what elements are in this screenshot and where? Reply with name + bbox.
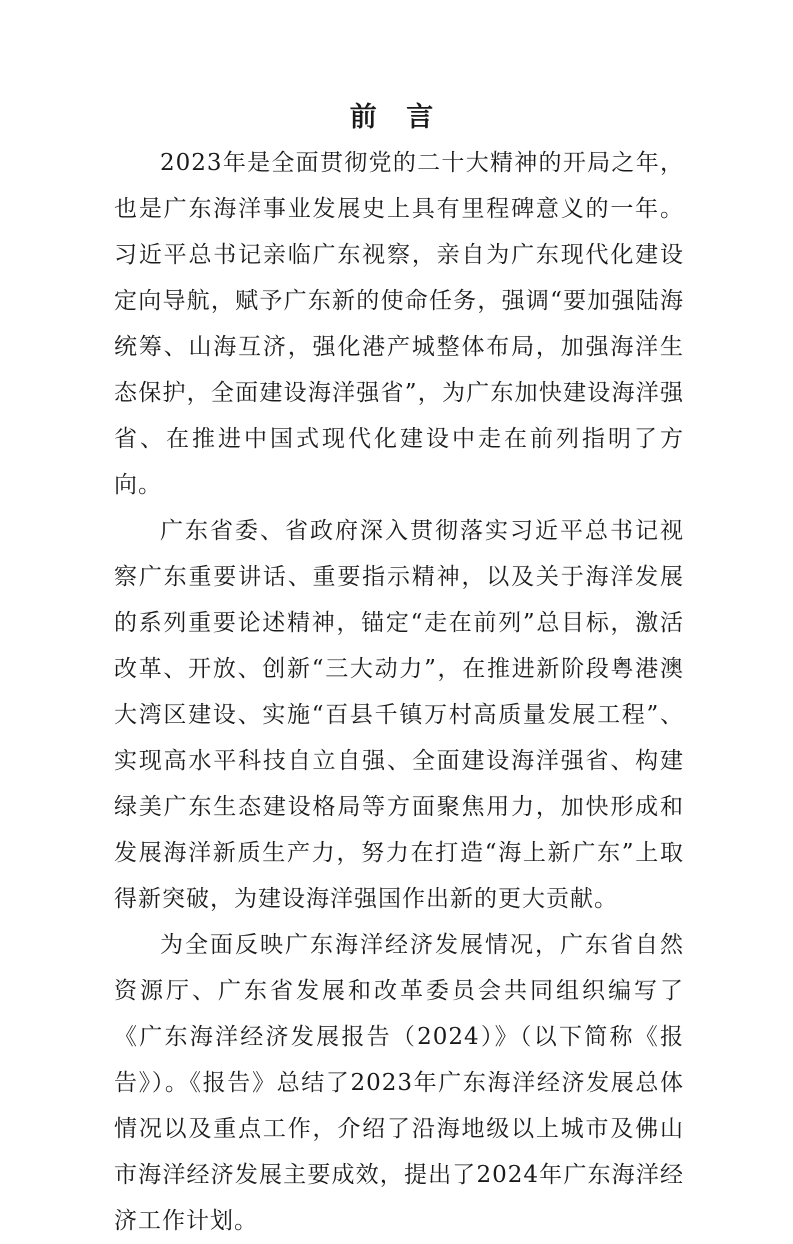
paragraph-3: 为全面反映广东海洋经济发展情况，广东省自然资源厅、广东省发展和改革委员会共同组织编写了《广东海洋经济发展报告（2024）》（以下简称《报告》）。《报告》总结了2023年广东海洋经济发展总体情况以及重点工作，介绍了沿海地级以上城市及佛山市海洋经济发展主要成效，提出了2024年广东海洋经济工作计划。 [114, 932, 684, 1234]
page-title: 前 言 [349, 102, 444, 133]
paragraph-1: 2023年是全面贯彻党的二十大精神的开局之年，也是广东海洋事业发展史上具有里程碑意义的一年。习近平总书记亲临广东视察，亲自为广东现代化建设定向导航，赋予广东新的使命任务，强调“要加强陆海统筹、山海互济，强化港产城整体布局，加强海洋生态保护，全面建设海洋强省”，为广东加快建设海洋强省、在推进中国式现代化建设中走在前列指明了方向。 [114, 150, 684, 498]
preface-body [114, 140, 684, 1244]
paragraph-2: 广东省委、省政府深入贯彻落实习近平总书记视察广东重要讲话、重要指示精神，以及关于海洋发展的系列重要论述精神，锚定“走在前列”总目标，激活改革、开放、创新“三大动力”，在推进新阶段粤港澳大湾区建设、实施“百县千镇万村高质量发展工程”、实现高水平科技自立自强、全面建设海洋强省、构建绿美广东生态建设格局等方面聚焦用力，加快形成和发展海洋新质生产力，努力在打造“海上新广东”上取得新突破，为建设海洋强国作出新的更大贡献。 [114, 518, 684, 912]
